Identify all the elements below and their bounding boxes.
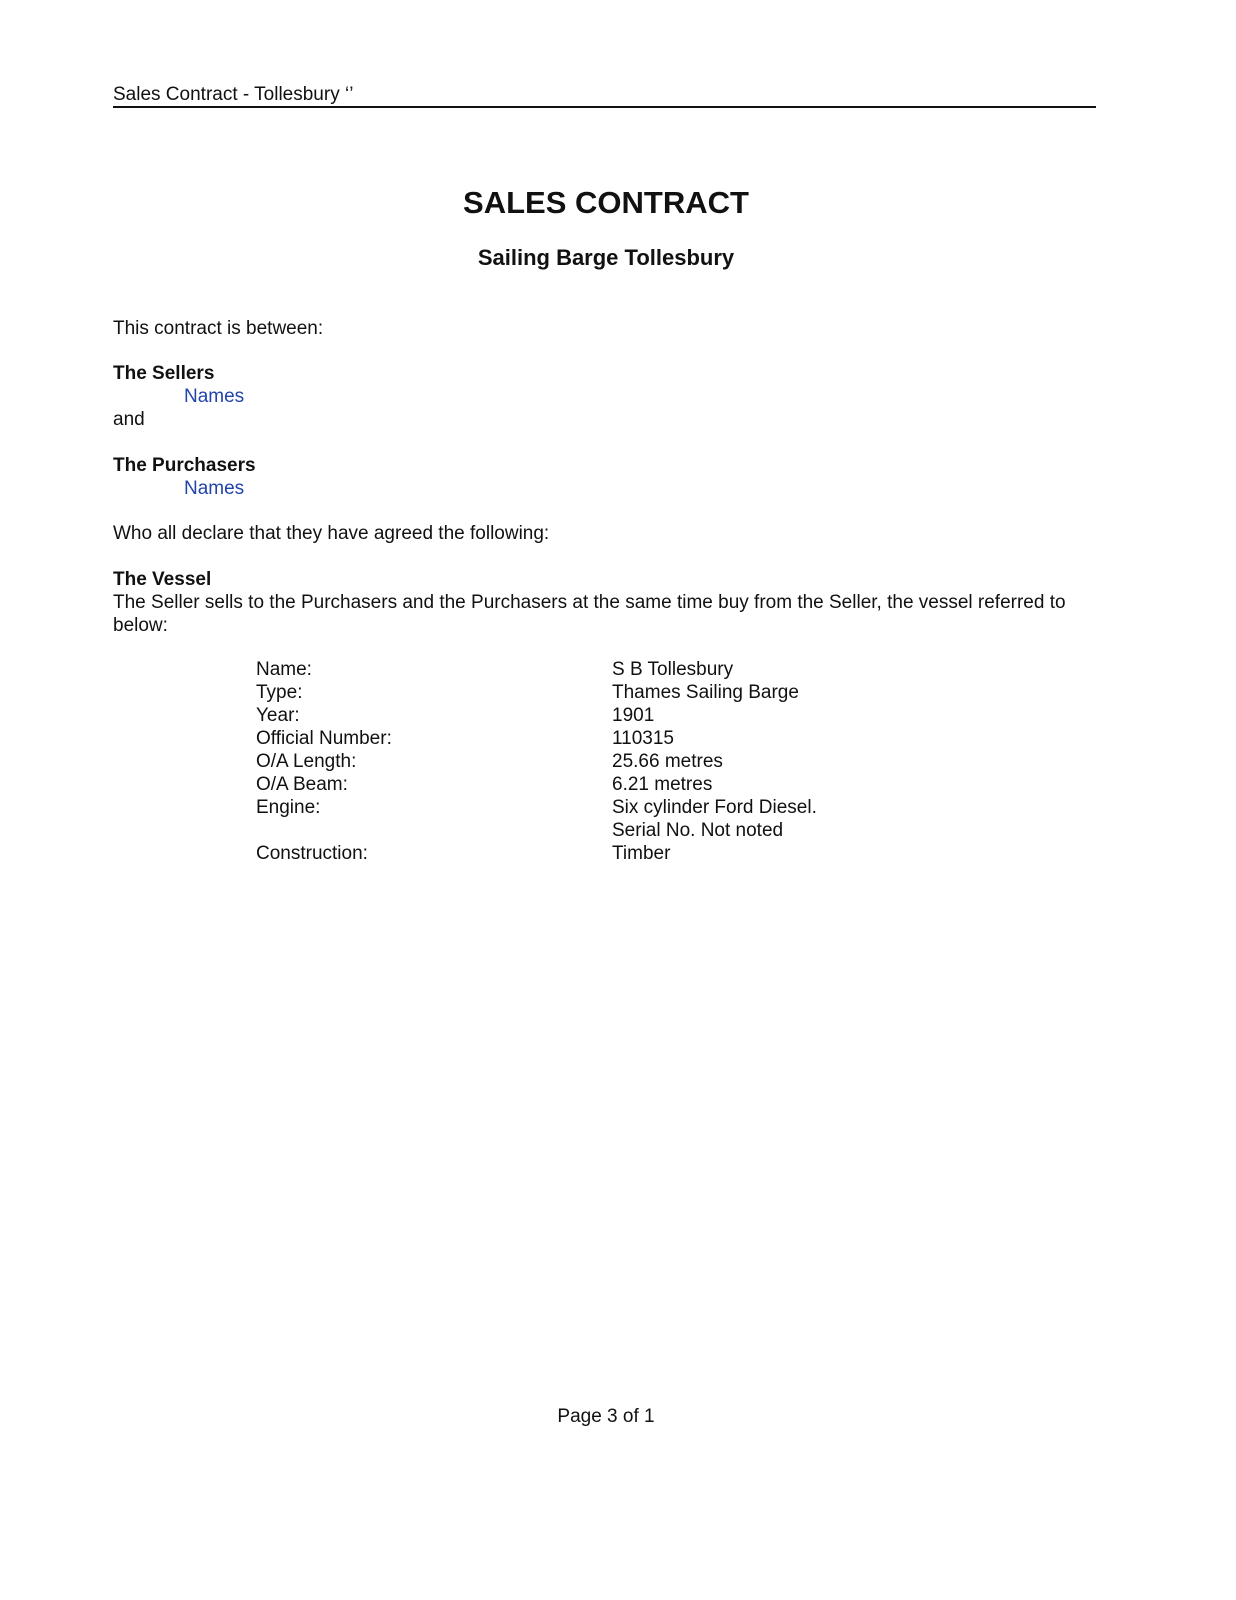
- spec-label: Engine:: [256, 797, 321, 818]
- spec-row: [256, 727, 1012, 750]
- spec-value: S B Tollesbury: [612, 659, 734, 680]
- spec-row: [256, 773, 1012, 796]
- running-title: Sales Contract - Tollesbury ‘’: [113, 84, 354, 105]
- spec-row: [256, 681, 1012, 704]
- conjunction-text: and: [113, 409, 145, 430]
- spec-row: [256, 819, 1012, 842]
- spec-value: Timber: [612, 843, 671, 864]
- spec-value: 6.21 metres: [612, 774, 713, 795]
- purchasers-heading: The Purchasers: [113, 455, 256, 476]
- spec-label: O/A Beam:: [256, 774, 348, 795]
- document-subtitle: Sailing Barge Tollesbury: [477, 245, 735, 270]
- vessel-heading: The Vessel: [113, 569, 212, 590]
- declaration-text: Who all declare that they have agreed the following:: [113, 523, 550, 544]
- spec-value: 1901: [612, 705, 655, 726]
- spec-value: 110315: [612, 728, 674, 749]
- spec-row: [256, 750, 1012, 773]
- spec-label: Official Number:: [256, 728, 392, 749]
- spec-value: Six cylinder Ford Diesel.: [612, 797, 817, 818]
- intro-text: This contract is between:: [113, 318, 324, 339]
- spec-label: Construction:: [256, 843, 368, 864]
- spec-row: [256, 704, 1012, 727]
- spec-label: [256, 819, 612, 842]
- page-header: [113, 84, 1096, 108]
- sellers-heading: The Sellers: [113, 363, 215, 384]
- page-number: Page 3 of 1: [557, 1406, 655, 1427]
- purchasers-names-field: Names: [184, 478, 245, 499]
- spec-value: Thames Sailing Barge: [612, 682, 799, 703]
- spec-row: [256, 796, 1012, 819]
- spec-label: Year:: [256, 705, 300, 726]
- spec-value: 25.66 metres: [612, 751, 723, 772]
- vessel-description: The Seller sells to the Purchasers and the Purchasers at the same time buy from the Seller, the vessel referred to below:: [113, 592, 1066, 636]
- spec-label: Name:: [256, 659, 312, 680]
- sellers-names-field: Names: [184, 386, 245, 407]
- page-footer: [0, 1405, 1212, 1428]
- vessel-specs-table: [256, 658, 1012, 865]
- spec-label: Type:: [256, 682, 303, 703]
- spec-label: O/A Length:: [256, 751, 357, 772]
- document-title: SALES CONTRACT: [463, 185, 749, 220]
- spec-value: Serial No. Not noted: [612, 820, 784, 841]
- spec-row: [256, 842, 1012, 865]
- spec-row: [256, 658, 1012, 681]
